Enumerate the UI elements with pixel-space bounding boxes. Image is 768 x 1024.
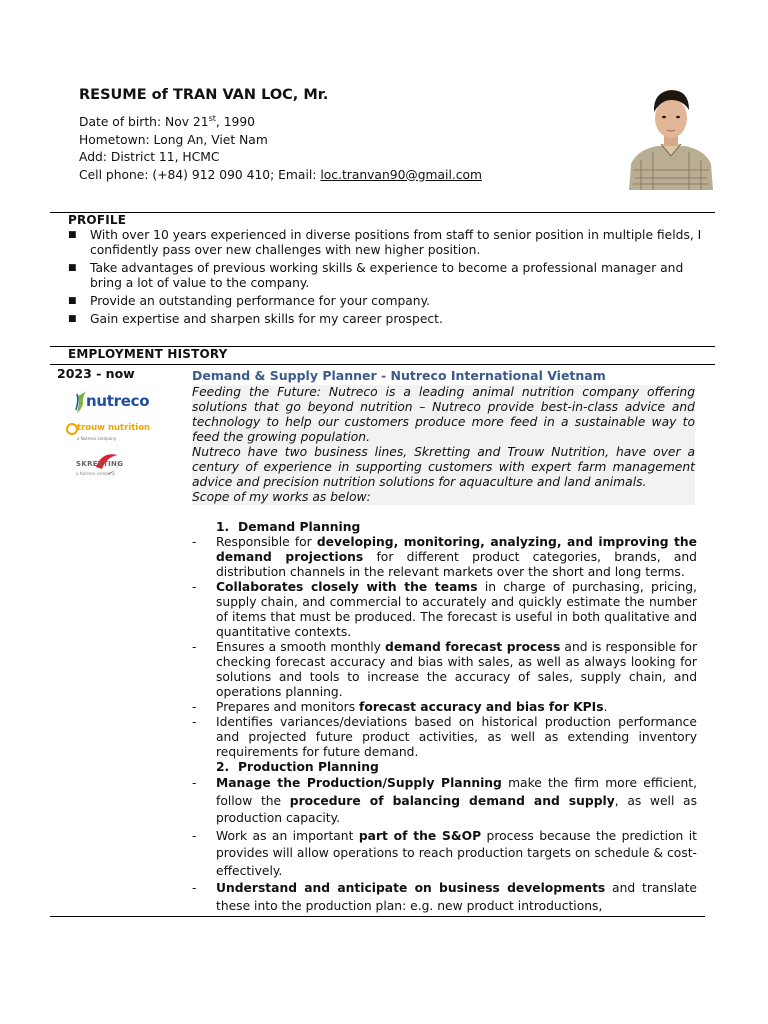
nutreco-logo (74, 390, 164, 416)
profile-photo (627, 80, 715, 190)
list-item: - Understand and anticipate on business developments and translate these into the production plan: e.g. new product introductions, (192, 881, 697, 913)
company-description (192, 385, 695, 505)
dob-year: , 1990 (215, 115, 255, 129)
address: Add: District 11, HCMC (79, 150, 220, 164)
phone-text: Cell phone: (+84) 912 090 410; Email: (79, 167, 321, 182)
profile-item-text: With over 10 years experienced in diverse positions from staff to senior position in multiple fields, I confidently pass over new challenges with new higher position. (90, 228, 702, 257)
dash-icon: - (192, 580, 197, 594)
subsection-heading (192, 520, 697, 535)
list-item: - Responsible for developing, monitoring, analyzing, and improving the demand projections for different product categories, brands, and distribution channels in the relevant markets over the short and long terms. (192, 535, 697, 579)
skretting-wordmark: SKRETTING (76, 460, 124, 468)
dash-icon: - (192, 700, 197, 714)
description-paragraph: Nutreco have two business lines, Skretting and Trouw Nutrition, have over a century of experience in supporting customers with expert farm management advice and precision nutrition solutions for aquaculture and land animals. (192, 445, 695, 489)
personal-info (79, 114, 482, 184)
list-item: - Manage the Production/Supply Planning make the firm more efficient, follow the procedure of balancing demand and supply, as well as production capacity. (192, 776, 697, 825)
dash-icon: - (192, 535, 197, 549)
job-duties (192, 520, 697, 915)
resume-title: RESUME of TRAN VAN LOC, Mr. (79, 87, 329, 103)
profile-heading: PROFILE (68, 213, 127, 227)
profile-divider (50, 212, 715, 213)
trouw-logo (64, 421, 164, 447)
profile-item-text: Provide an outstanding performance for your company. (90, 294, 431, 308)
job-period: 2023 - now (57, 366, 135, 381)
date-of-birth (79, 114, 482, 132)
dash-icon: - (192, 715, 197, 729)
list-item (62, 294, 712, 309)
list-item: - Ensures a smooth monthly demand forecast process and is responsible for checking forecast accuracy and bias with sales, as well as always looking for solutions and tools to increase the accuracy of sales, supply chain, and operations planning. (192, 640, 698, 699)
employment-heading-divider (50, 364, 715, 365)
dash-icon: - (192, 828, 197, 843)
list-item: - Work as an important part of the S&OP process because the prediction it provides will allow operations to reach production targets on schedule & cost-effectively. (192, 828, 697, 878)
skretting-logo (64, 449, 164, 477)
profile-item-text: Take advantages of previous working skills & experience to become a professional manager and bring a lot of value to the company. (90, 261, 684, 290)
contact-line (79, 167, 482, 185)
bullet-icon: ■ (68, 263, 77, 273)
list-item (62, 261, 712, 291)
employment-heading: EMPLOYMENT HISTORY (68, 347, 228, 361)
profile-list (62, 228, 712, 327)
bullet-icon: ■ (68, 314, 77, 324)
trouw-subtext: a Nutreco company (77, 436, 117, 441)
trouw-wordmark: trouw nutrition (77, 423, 151, 433)
skretting-subtext: a Nutreco company (76, 471, 116, 476)
company-logos (64, 390, 164, 477)
page-bottom-divider (50, 916, 705, 917)
job-title: Demand & Supply Planner - Nutreco International Vietnam (192, 368, 606, 383)
email-link[interactable]: loc.tranvan90@gmail.com (320, 167, 483, 182)
dash-icon: - (192, 776, 197, 790)
nutreco-wordmark: nutreco (86, 392, 150, 410)
dob-superscript: st (208, 113, 216, 123)
profile-item-text: Gain expertise and sharpen skills for my career prospect. (90, 312, 443, 326)
subsection-number: 1. (216, 520, 230, 534)
subsection-number: 2. (216, 760, 230, 774)
subsection-heading (192, 760, 697, 775)
list-item: - Prepares and monitors forecast accuracy and bias for KPIs. (192, 700, 608, 714)
list-item: - Collaborates closely with the teams in charge of purchasing, pricing, supply chain, and commercial to accurately and quickly estimate the number of items that must be produced. The forecast is useful in both qualitative and quantitative contexts. (192, 580, 697, 639)
description-paragraph: Feeding the Future: Nutreco is a leading animal nutrition company offering solutions that go beyond nutrition – Nutreco provide best-in-class advice and technology to help our customers produce more feed in a sustainable way to feed the growing population. (192, 385, 695, 444)
subsection-title: Production Planning (238, 760, 379, 774)
dob-text: Date of birth: Nov 21 (79, 115, 209, 129)
bullet-icon: ■ (68, 230, 77, 240)
bullet-icon: ■ (68, 296, 77, 306)
list-item (62, 312, 712, 327)
description-paragraph: Scope of my works as below: (192, 490, 371, 504)
dash-icon: - (192, 640, 197, 654)
subsection-title: Demand Planning (238, 520, 361, 534)
list-item: - Identifies variances/deviations based on historical production performance and projected future product activities, as well as extending inventory requirements for future demand. (192, 715, 697, 759)
hometown: Hometown: Long An, Viet Nam (79, 132, 268, 147)
list-item (62, 228, 712, 258)
dash-icon: - (192, 881, 197, 895)
